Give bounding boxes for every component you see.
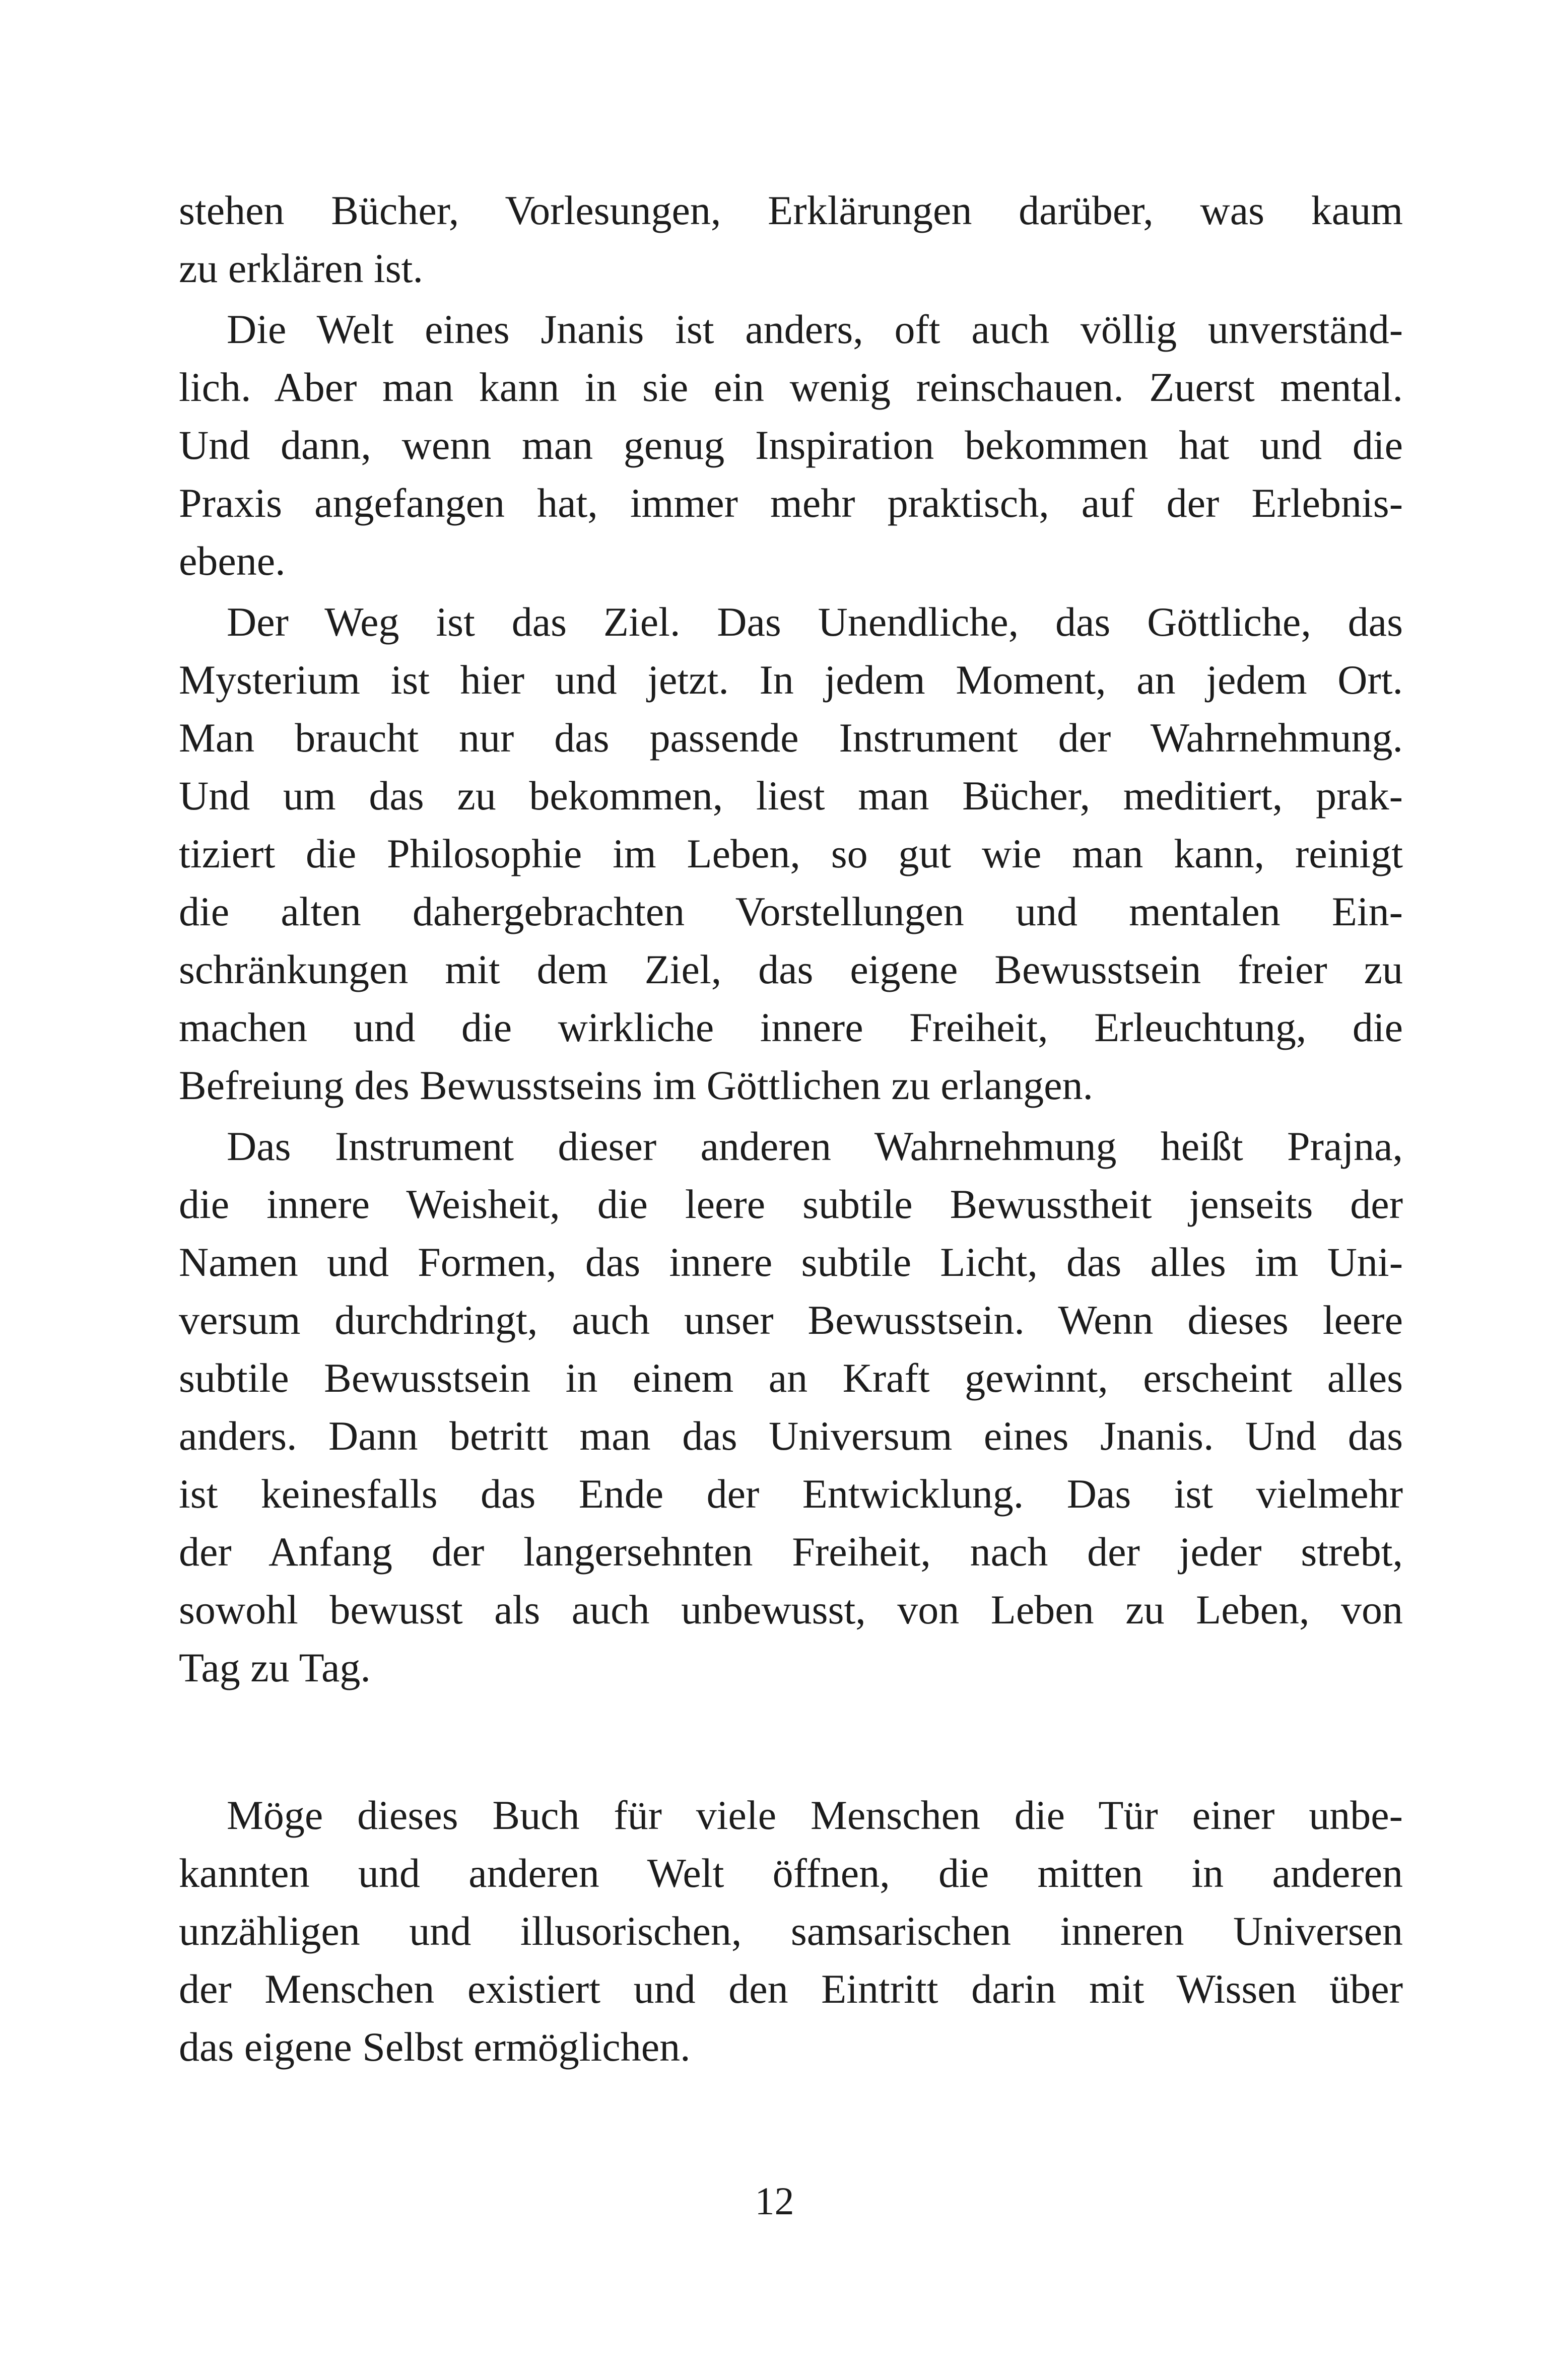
text-line: lich. Aber man kann in sie ein wenig reinschauen. Zuerst mental. [179, 364, 1403, 410]
text-line: Das Instrument dieser anderen Wahrnehmung heißt Prajna, [227, 1123, 1403, 1169]
text-line: versum durchdringt, auch unser Bewusstsein. Wenn dieses leere [179, 1297, 1403, 1343]
text-line: ebene. [179, 538, 286, 584]
text-line: Man braucht nur das passende Instrument der Wahrnehmung. [179, 715, 1403, 761]
text-line: ist keinesfalls das Ende der Entwicklung. Das ist vielmehr [179, 1471, 1403, 1517]
text-line: der Anfang der langersehnten Freiheit, nach der jeder strebt, [179, 1529, 1403, 1575]
text-line: Der Weg ist das Ziel. Das Unendliche, das Göttliche, das [227, 599, 1403, 645]
text-line: kannten und anderen Welt öffnen, die mitten in anderen [179, 1850, 1403, 1896]
paragraph-4 [179, 1117, 1403, 1696]
text-line: machen und die wirkliche innere Freiheit, Erleuchtung, die [179, 1004, 1403, 1050]
text-line: Und dann, wenn man genug Inspiration bekommen hat und die [179, 422, 1403, 468]
body-text [179, 181, 1403, 2076]
text-line: anders. Dann betritt man das Universum eines Jnanis. Und das [179, 1413, 1403, 1459]
paragraph-3 [179, 593, 1403, 1114]
page-number: 12 [755, 2179, 794, 2223]
paragraph-1 [179, 181, 1403, 297]
text-line: zu erklären ist. [179, 245, 423, 291]
text-line: schränkungen mit dem Ziel, das eigene Bewusstsein freier zu [179, 946, 1403, 992]
text-line: Mysterium ist hier und jetzt. In jedem Moment, an jedem Ort. [179, 657, 1403, 703]
paragraph-2 [179, 300, 1403, 590]
text-line: Namen und Formen, das innere subtile Licht, das alles im Uni- [179, 1239, 1403, 1285]
paragraph-5 [179, 1786, 1403, 2076]
text-line: Tag zu Tag. [179, 1645, 371, 1690]
text-line: unzähligen und illusorischen, samsarischen inneren Universen [179, 1908, 1403, 1954]
text-line: Befreiung des Bewusstseins im Göttlichen zu erlangen. [179, 1062, 1093, 1108]
text-line: stehen Bücher, Vorlesungen, Erklärungen darüber, was kaum [179, 187, 1403, 233]
text-line: das eigene Selbst ermöglichen. [179, 2024, 691, 2070]
text-line: sowohl bewusst als auch unbewusst, von Leben zu Leben, von [179, 1587, 1403, 1633]
text-line: tiziert die Philosophie im Leben, so gut wie man kann, reinigt [179, 831, 1403, 876]
text-line: subtile Bewusstsein in einem an Kraft gewinnt, erscheint alles [179, 1355, 1403, 1401]
text-line: die innere Weisheit, die leere subtile Bewusstheit jenseits der [179, 1181, 1403, 1227]
text-line: Und um das zu bekommen, liest man Bücher, meditiert, prak- [179, 773, 1403, 819]
text-line: die alten dahergebrachten Vorstellungen und mentalen Ein- [179, 889, 1403, 934]
text-line: Praxis angefangen hat, immer mehr praktisch, auf der Erlebnis- [179, 480, 1403, 526]
text-line: Die Welt eines Jnanis ist anders, oft auch völlig unverständ- [227, 306, 1403, 352]
text-line: der Menschen existiert und den Eintritt darin mit Wissen über [179, 1966, 1403, 2012]
text-line: Möge dieses Buch für viele Menschen die Tür einer unbe- [227, 1792, 1403, 1838]
